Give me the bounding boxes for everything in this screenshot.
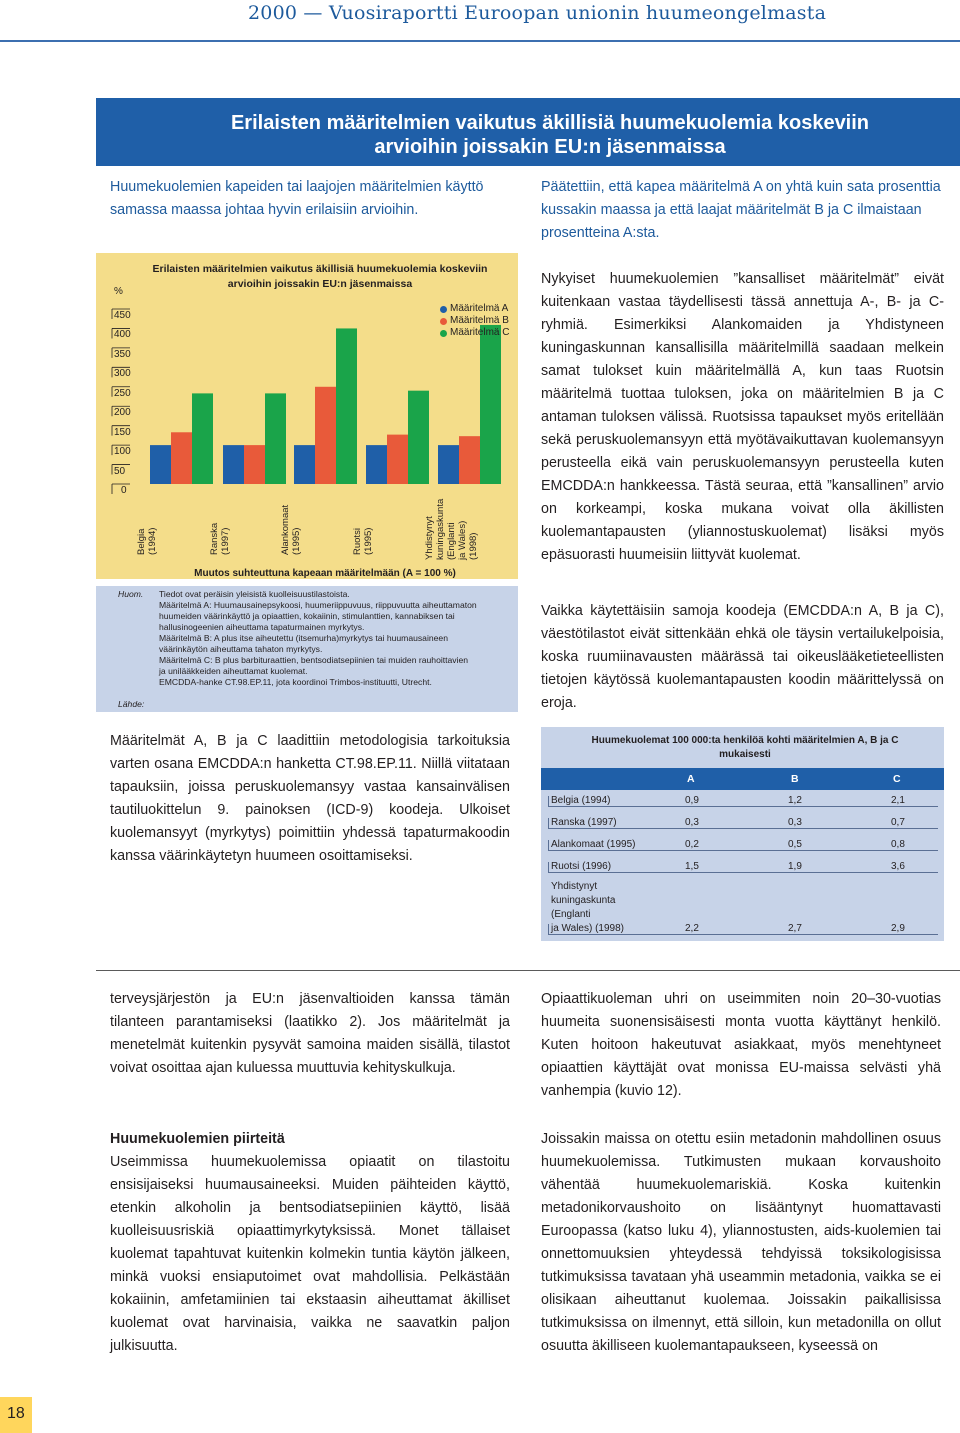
table-row-country-line: Yhdistynyt bbox=[551, 881, 598, 892]
table-row-line bbox=[548, 934, 938, 935]
note-line: hallusinogeenien aiheuttama tapaturmainen myrkytys. bbox=[159, 622, 365, 632]
legend-swatch bbox=[440, 330, 447, 337]
intro-right: Päätettiin, että kapea määritelmä A on yhtä kuin sata prosenttia kussakin maassa ja että laajat määritelmät B ja C ilmaistaan prosentteina A:sta. bbox=[541, 179, 941, 241]
table-header-b: B bbox=[791, 773, 799, 785]
y-axis-label: % bbox=[114, 286, 123, 297]
y-tick-label: 150 bbox=[114, 426, 131, 438]
note-line: Määritelmä C: B plus barbituraattien, bentsodiatsepiinien tai muiden rauhoittavien bbox=[159, 655, 469, 665]
bar-a bbox=[150, 445, 171, 484]
category-label: Alankomaat (1995) bbox=[280, 504, 302, 555]
y-tick-label: 450 bbox=[114, 310, 131, 321]
paragraph-bottom-right-2: Joissakin maissa on otettu esiin metadonin mahdollinen osuus huumekuolemissa. Tutkimusten mukaan korvaushoito vähentää huumekuolemariskiä. Koska kuitenkin metadonikorvaushoito on lisääntynyt huomattavasti Euroopassa (katso luku 4), yliannostusten, aids-kuolemien tai onnettomuuksien yhteydessä tehdyissä toksikologisissa tutkimuksissa tavataan yhä useammin metadonia, vaikka se ei olisikaan aiheuttanut kuolemaa. Joissakin paikallisissa tutkimuksissa on ilmennyt, että silloin, kun metadonilla on ollut osuutta äkilliseen kuolemantapaukseen, kyseessä on bbox=[541, 1131, 941, 1354]
box-title-line-2: arvioihin joissakin EU:n jäsenmaissa bbox=[374, 136, 726, 158]
y-tick-label: 200 bbox=[114, 407, 131, 419]
page-number-tab bbox=[0, 1397, 32, 1433]
table-row-tick bbox=[548, 840, 549, 850]
table-header-band bbox=[541, 768, 944, 790]
notes-text bbox=[159, 589, 514, 688]
chart-legend bbox=[440, 303, 509, 339]
table-row-tick bbox=[548, 796, 549, 806]
legend-item bbox=[440, 315, 509, 327]
notes-source-key: Lähde: bbox=[118, 699, 145, 709]
table-cell-b: 2,7 bbox=[788, 923, 802, 934]
legend-label: Määritelmä B bbox=[450, 315, 509, 326]
table-row-line bbox=[548, 850, 938, 851]
header-rule bbox=[0, 40, 960, 42]
category-label: Ruotsi (1995) bbox=[352, 527, 374, 555]
bar-a bbox=[223, 445, 244, 484]
bar-a bbox=[366, 445, 387, 484]
table-cell-b: 1,2 bbox=[788, 795, 802, 806]
y-tick-label: 350 bbox=[114, 348, 131, 360]
paragraph-right-1: Nykyiset huumekuolemien ”kansalliset määritelmät” eivät kuitenkaan vastaa täydellisesti tässä annettuja A-, B- ja C-ryhmiä. Esimerkiksi Alankomaiden ja Yhdistyneen kuningaskunnan kansallisilla määritelmillä saadaan melkein samat tulokset kuin määritelmällä A, kun taas Ruotsin määritelmä tuottaa tuloksen, joka on määritelmien B ja C antaman tuloksen välissä. Ruotsissa tapaukset myös eritellään sekä peruskuolemansyyn että myötävaikuttavan kuolemansyyn perusteella eikä vain peruskuolemansyyn perusteella kuten EMCDDA:n hankkeessa. Tästä seuraa, että ”kansallinen” arvio on korkeampi, koska mukana voivat olla äkillisten kuolemantapausten (yliannostuskuolemat) lisäksi myös epäsuorasti huumeisiin liittyvät kuolemat. bbox=[541, 271, 944, 563]
bar-c bbox=[265, 393, 286, 484]
table-row-country-line: kuningaskunta bbox=[551, 895, 616, 906]
y-tick-label: 100 bbox=[114, 446, 131, 458]
box-title-line-1: Erilaisten määritelmien vaikutus äkillisiä huumekuolemia koskeviin bbox=[230, 112, 870, 134]
bar-a bbox=[294, 445, 315, 484]
note-line: väärinkäytön aiheuttama tahaton myrkytys. bbox=[159, 644, 323, 654]
table-title-line-1: Huumekuolemat 100 000:ta henkilöä kohti määritelmien A, B ja C bbox=[591, 735, 899, 746]
paragraph-bottom-left-1: terveysjärjestön ja EU:n jäsenvaltioiden kanssa tämän tilanteen parantamiseksi (laatikko 2). Jos määritelmät ja menetelmät kuitenkin pysyvät samoina maiden sisällä, tilastot voivat osoittaa ajan kuluessa muuttuvia kehityskulkuja. bbox=[110, 991, 510, 1076]
table-row-tick bbox=[548, 862, 549, 872]
legend-item bbox=[440, 327, 509, 339]
table-row-country-line: ja Wales) (1998) bbox=[551, 923, 624, 934]
intro-left: Huumekuolemien kapeiden tai laajojen määritelmien käyttö samassa maassa johtaa hyvin erilaisiin arvioihin. bbox=[110, 179, 484, 218]
bar-b bbox=[171, 432, 192, 484]
y-tick-label: 50 bbox=[114, 465, 126, 477]
note-line: ja unilääkkeiden aiheuttamat kuolemat. bbox=[159, 666, 308, 676]
category-label: Ranska (1997) bbox=[209, 522, 231, 555]
legend-swatch bbox=[440, 318, 447, 325]
table-cell-c: 0,8 bbox=[891, 839, 905, 850]
table-row-line bbox=[548, 872, 938, 873]
bar-b bbox=[315, 387, 336, 484]
legend-item bbox=[440, 303, 509, 315]
table-row-country-line: (Englanti bbox=[551, 909, 591, 920]
table-cell-b: 1,9 bbox=[788, 861, 802, 872]
paragraph-right-2: Vaikka käytettäisiin samoja koodeja (EMCDDA:n A, B ja C), väestötilastot eivät sittenkään ehkä ole täysin vertailukelpoisia, koska ruumiinavausten määrässä tai oikeuslääketieteellisten tietojen käytössä kuolemantapausten koodin määrittelyssä on eroja. bbox=[541, 603, 944, 711]
page-number: 18 bbox=[7, 1405, 25, 1422]
table-row-country: Belgia (1994) bbox=[551, 795, 611, 806]
running-header: 2000 — Vuosiraportti Euroopan unionin huumeongelmasta bbox=[248, 2, 827, 24]
bar-b bbox=[244, 445, 265, 484]
table-cell-c: 0,7 bbox=[891, 817, 905, 828]
bar-b bbox=[459, 436, 480, 484]
table-cell-b: 0,3 bbox=[788, 817, 802, 828]
bar-c bbox=[192, 393, 213, 484]
table-cell-c: 2,1 bbox=[891, 795, 905, 806]
table-row-country: Alankomaat (1995) bbox=[551, 839, 636, 850]
table-row-country: Ranska (1997) bbox=[551, 817, 617, 828]
bar-c bbox=[408, 391, 429, 484]
bar-c bbox=[480, 325, 501, 484]
legend-label: Määritelmä C bbox=[450, 327, 510, 338]
box-title bbox=[200, 111, 900, 159]
category-label: Belgia (1994) bbox=[136, 527, 158, 555]
table-cell-c: 3,6 bbox=[891, 861, 905, 872]
table-row-country: Ruotsi (1996) bbox=[551, 861, 612, 872]
bar-a bbox=[438, 445, 459, 484]
table-cell-b: 0,5 bbox=[788, 839, 802, 850]
table-cell-a: 0,2 bbox=[685, 839, 699, 850]
table-row-tick bbox=[548, 818, 549, 828]
note-line: huumeiden väärinkäyttö ja opiaattien, kokaiinin, stimulanttien, kannabiksen tai bbox=[159, 611, 455, 621]
table-cell-a: 0,3 bbox=[685, 817, 699, 828]
paragraph-left-mid: Määritelmät A, B ja C laadittiin metodologisia tarkoituksia varten osana EMCDDA:n hanketta CT.98.EP.11. Niillä viitataan tapauksiin, joissa peruskuolemansyy vastaa kansainvälisen tautiluokittelun 9. painoksen (ICD-9) koodeja. Ulkoiset kuolemansyyt (myrkytys) poimittiin yhdessä tapaturmakoodin kanssa väärinkäytetyn huumeen osoittamiseksi. bbox=[110, 733, 510, 864]
y-tick-label: 400 bbox=[114, 329, 131, 341]
table-cell-a: 2,2 bbox=[685, 923, 699, 934]
category-label: Yhdistynyt kuningaskunta (Englanti ja Wales) (1998) bbox=[424, 498, 479, 560]
y-tick-label: 300 bbox=[114, 368, 131, 380]
bar-b bbox=[387, 435, 408, 484]
notes-huom-key: Huom. bbox=[118, 589, 144, 599]
note-line: EMCDDA-hanke CT.98.EP.11, jota koordinoi Trimbos-instituutti, Utrecht. bbox=[159, 677, 432, 687]
table-header-a: A bbox=[687, 773, 695, 785]
legend-label: Määritelmä A bbox=[450, 303, 509, 314]
y-tick-label: 250 bbox=[114, 387, 131, 399]
table-title bbox=[580, 734, 910, 762]
paragraph-bottom-right-1: Opiaattikuoleman uhri on useimmiten noin 20–30-vuotias huumeita suonensisäisesti monta vuotta käyttänyt henkilö. Kuten hoitoon hakeutuvat asiakkaat, myös menehtyneet opiaattien käyttäjät ovat monissa EU-maissa selvästi yhä vanhempia (kuvio 12). bbox=[541, 991, 941, 1099]
legend-swatch bbox=[440, 306, 447, 313]
chart-title-line-2: arvioihin joissakin EU:n jäsenmaissa bbox=[227, 278, 413, 290]
note-line: Määritelmä A: Huumausainepsykoosi, huumeriippuvuus, riippuvuutta aiheuttamaton bbox=[159, 600, 477, 610]
y-tick-label: 0 bbox=[121, 485, 127, 496]
table-title-line-2: mukaisesti bbox=[719, 749, 771, 760]
table-row-line bbox=[548, 828, 938, 829]
table-header-c: C bbox=[893, 773, 901, 785]
paragraph-bottom-left-2: Useimmissa huumekuolemissa opiaatit on tilastoitu ensisijaiseksi huumausaineeksi. Muiden päihteiden käyttö, etenkin alkoholin ja bentsodiatsepiinien käyttö, lisää kuolleisuusriskiä opiaattimyrkytyksissä. Monet tällaiset kuolemat tapahtuvat kuitenkin kolmekin tuntia käytön jälkeen, minkä vuoksi ensiaputoimet ovat mahdollisia. Pelkästään kokaiinin, amfetamiinien tai ekstaasin aiheuttamat äkilliset kuolemat ovat harvinaisia, vaikka ne saavatkin paljon julkisuutta. bbox=[110, 1154, 510, 1354]
table-cell-a: 1,5 bbox=[685, 861, 699, 872]
table-row-line bbox=[548, 806, 938, 807]
table-row-tick bbox=[548, 924, 549, 934]
table-cell-a: 0,9 bbox=[685, 795, 699, 806]
x-axis-label: Muutos suhteuttuna kapeaan määritelmään (A = 100 %) bbox=[194, 568, 456, 579]
table-cell-c: 2,9 bbox=[891, 923, 905, 934]
chart-title-line-1: Erilaisten määritelmien vaikutus äkillisiä huumekuolemia koskeviin bbox=[152, 263, 488, 275]
note-line: Määritelmä B: A plus itse aiheutettu (itsemurha)myrkytys tai huumausaineen bbox=[159, 633, 448, 643]
section-divider bbox=[96, 970, 960, 971]
table-row-country-multiline bbox=[551, 880, 624, 936]
chart-title bbox=[150, 262, 490, 292]
bar-c bbox=[336, 328, 357, 484]
note-line: Tiedot ovat peräisin yleisistä kuolleisuustilastoista. bbox=[159, 589, 350, 599]
section-subheading: Huumekuolemien piirteitä bbox=[110, 1131, 285, 1147]
